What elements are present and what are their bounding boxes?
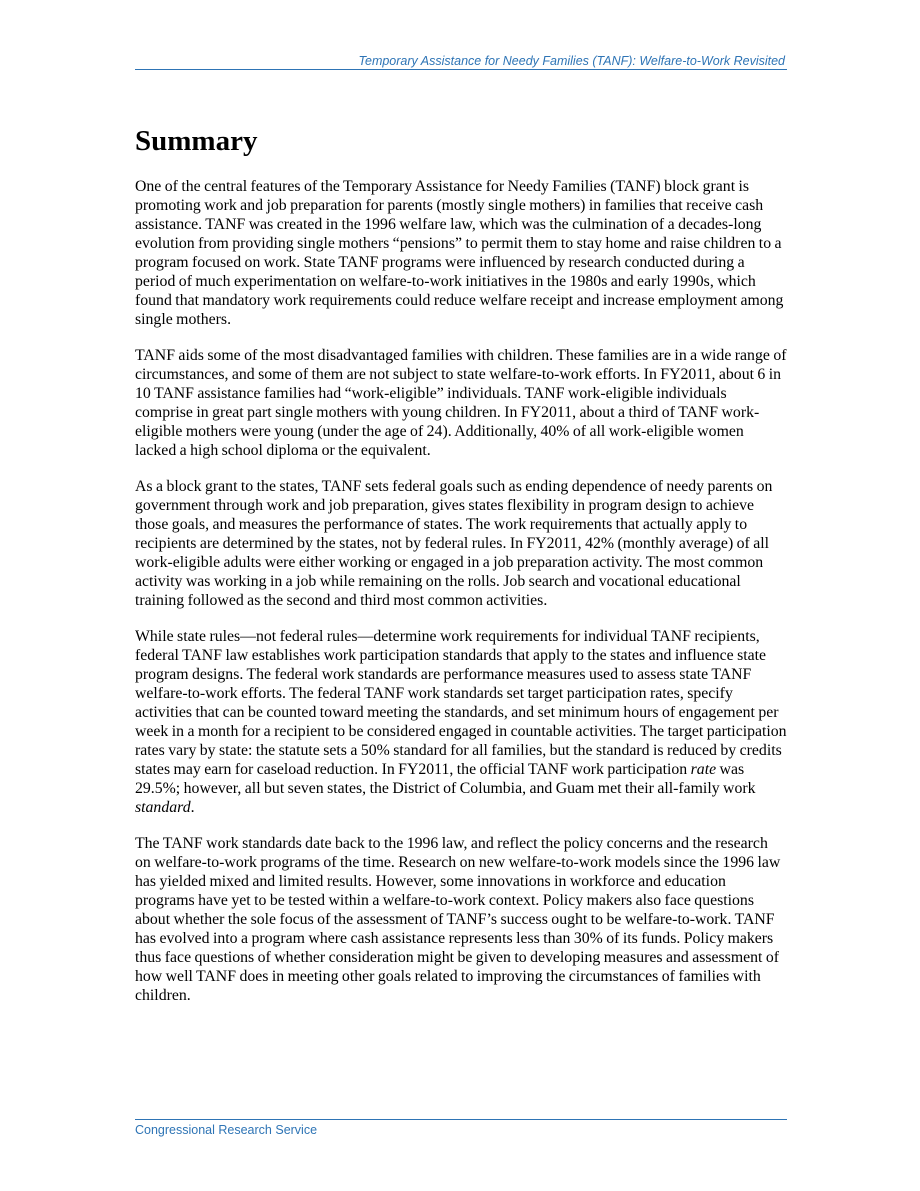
paragraph-4-emphasis-rate: rate [690,761,717,778]
footer-publisher: Congressional Research Service [135,1123,318,1137]
footer-divider [135,1119,787,1120]
header-divider [135,69,787,70]
paragraph-5: The TANF work standards date back to the 1996 law, and reflect the policy concerns and the research on welfare-to-work programs of the time. Research on new welfare-to-work models since the 1996 law has yielded mixed and limited results. However, some innovations in workforce and education programs have yet to be tested within a welfare-to-work context. Policy makers also face questions about whether the sole focus of the assessment of TANF’s success ought to be welfare-to-work. TANF has evolved into a program where cash assistance represents less than 30% of its funds. Policy makers thus face questions of whether consideration might be given to developing measures and assessment of how well TANF does in meeting other goals related to improving the circumstances of families with children. [135,835,781,1004]
paragraph-4-text-a: While state rules—not federal rules—determine work requirements for individual TANF recipients, federal TANF law establishes work participation standards that apply to the states and influence state program designs. The federal work standards are performance measures used to assess state TANF welfare-to-work efforts. The federal TANF work standards set target participation rates, specify activities that can be counted toward meeting the standards, and set minimum hours of engagement per week in a month for a recipient to be considered engaged in countable activities. The target participation rates vary by state: the statute sets a 50% standard for all families, but the standard is reduced by credits states may earn for caseload reduction. In FY2011, the official TANF work participation [135,628,787,778]
running-header: Temporary Assistance for Needy Families (TANF): Welfare-to-Work Revisited [358,54,785,68]
paragraph-4 [135,627,787,817]
paragraph-2: TANF aids some of the most disadvantaged families with children. These families are in a wide range of circumstances, and some of them are not subject to state welfare-to-work efforts. In FY2011, about 6 in 10 TANF assistance families had “work-eligible” individuals. TANF work-eligible individuals comprise in great part single mothers with young children. In FY2011, about a third of TANF work-eligible mothers were young (under the age of 24). Additionally, 40% of all work-eligible women lacked a high school diploma or the equivalent. [135,347,787,459]
paragraph-4-text-c: . [190,799,195,816]
paragraph-4-text-b: was 29.5%; however, all but seven states, the District of Columbia, and Guam met their all-family work [135,761,756,797]
paragraph-4-emphasis-standard: standard [135,799,191,816]
paragraph-3: As a block grant to the states, TANF sets federal goals such as ending dependence of needy parents on government through work and job preparation, gives states flexibility in program design to achieve those goals, and measures the performance of states. The work requirements that actually apply to recipients are determined by the states, not by federal rules. In FY2011, 42% (monthly average) of all work-eligible adults were either working or engaged in a job preparation activity. The most common activity was working in a job while remaining on the rolls. Job search and vocational educational training followed as the second and third most common activities. [135,478,773,609]
page-title: Summary [135,125,258,157]
paragraph-1: One of the central features of the Temporary Assistance for Needy Families (TANF) block grant is promoting work and job preparation for parents (mostly single mothers) in families that receive cash assistance. TANF was created in the 1996 welfare law, which was the culmination of a decades-long evolution from providing single mothers “pensions” to permit them to stay home and raise children to a program focused on work. State TANF programs were influenced by research conducted during a period of much experimentation on welfare-to-work initiatives in the 1980s and early 1990s, which found that mandatory work requirements could reduce welfare receipt and increase employment among single mothers. [135,178,784,328]
summary-body [135,177,787,1022]
